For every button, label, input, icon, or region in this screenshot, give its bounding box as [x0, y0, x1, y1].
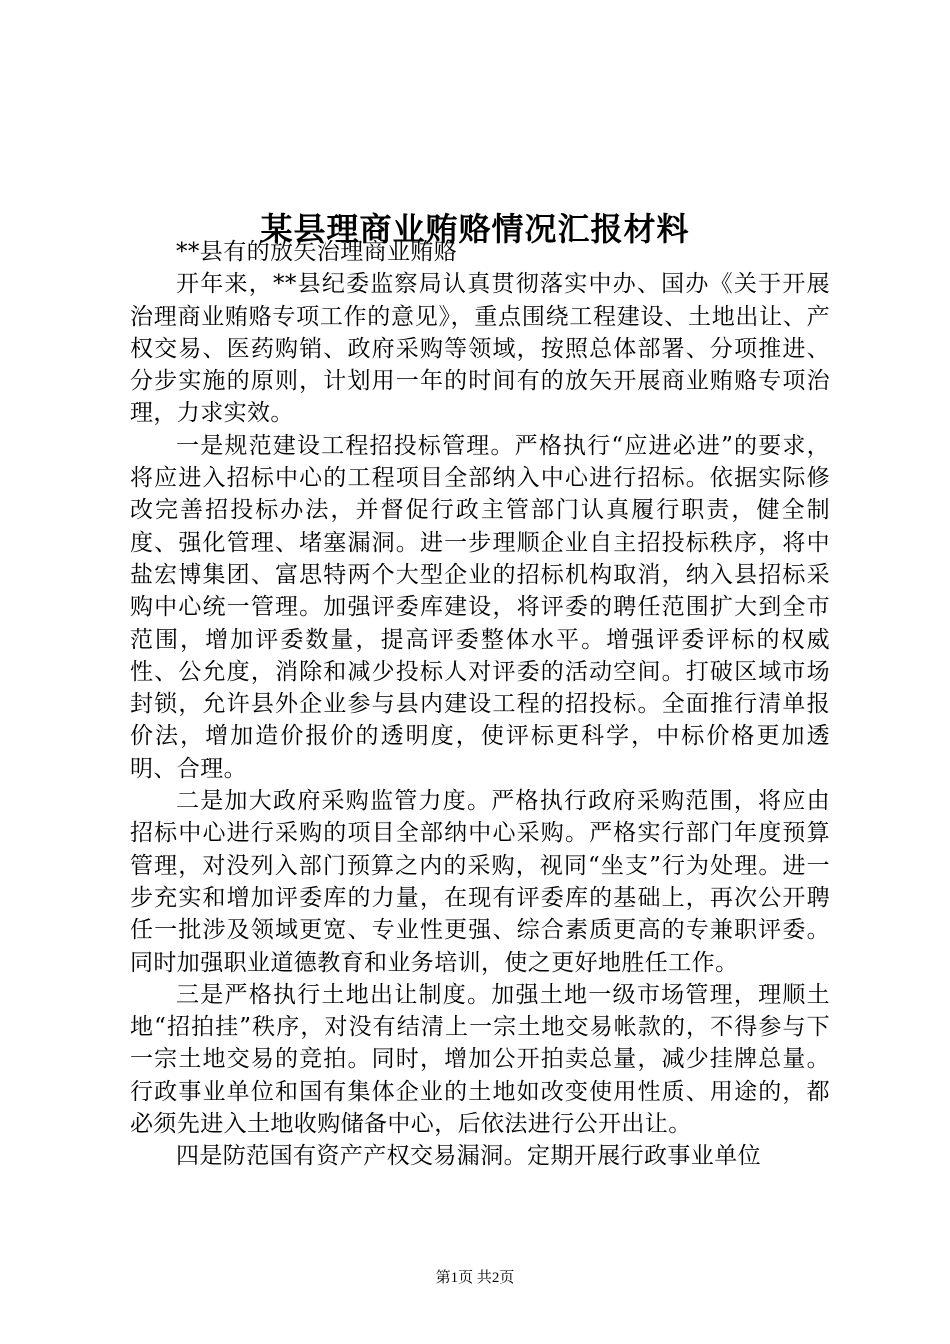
section-2-paragraph: 二是加大政府采购监管力度。严格执行政府采购范围，将应由招标中心进行采购的项目全部纳中心采购。严格实行部门年度预算管理，对没列入部门预算之内的采购，视同“坐支”行为处理。进一步充实和增加评委库的力量，在现有评委库的基础上，再次公开聘任一批涉及领域更宽、专业性更强、综合素质更高的专兼职评委。同时加强职业道德教育和业务培训，使之更好地胜任工作。 [130, 788, 830, 976]
section-3-paragraph: 三是严格执行土地出让制度。加强土地一级市场管理，理顺土地“招拍挂”秩序，对没有结清上一宗土地交易帐款的，不得参与下一宗土地交易的竞拍。同时，增加公开拍卖总量，减少挂牌总量。行政事业单位和国有集体企业的土地如改变使用性质、用途的，都必须先进入土地收购储备中心，后依法进行公开出让。 [130, 981, 830, 1138]
page-footer [0, 1268, 950, 1288]
page-title: 某县理商业贿赂情况汇报材料 [260, 210, 690, 249]
document-body [130, 236, 830, 1173]
subtitle-paragraph: **县有的放矢治理商业贿赂 [176, 239, 458, 265]
intro-paragraph: 开年来，**县纪委监察局认真贯彻落实中办、国办《关于开展治理商业贿赂专项工作的意见》，重点围绕工程建设、土地出让、产权交易、医药购销、政府采购等领域，按照总体部署、分项推进、分步实施的原则，计划用一年的时间有的放矢开展商业贿赂专项治理，力求实效。 [130, 271, 830, 427]
section-4-paragraph: 四是防范国有资产产权交易漏洞。定期开展行政事业单位 [176, 1143, 761, 1170]
section-1-paragraph: 一是规范建设工程招投标管理。严格执行“应进必进”的要求，将应进入招标中心的工程项目全部纳入中心进行招标。依据实际修改完善招投标办法，并督促行政主管部门认真履行职责，健全制度、强化管理、堵塞漏洞。进一步理顺企业自主招投标秩序，将中盐宏博集团、富思特两个大型企业的招标机构取消，纳入县招标采购中心统一管理。加强评委库建设，将评委的聘任范围扩大到全市范围，增加评委数量，提高评委整体水平。增强评委评标的权威性、公允度，消除和减少投标人对评委的活动空间。打破区域市场封锁，允许县外企业参与县内建设工程的招投标。全面推行清单报价法，增加造价报价的透明度，使评标更科学，中标价格更加透明、合理。 [130, 432, 830, 782]
page-number: 第1页 共2页 [435, 1270, 515, 1286]
